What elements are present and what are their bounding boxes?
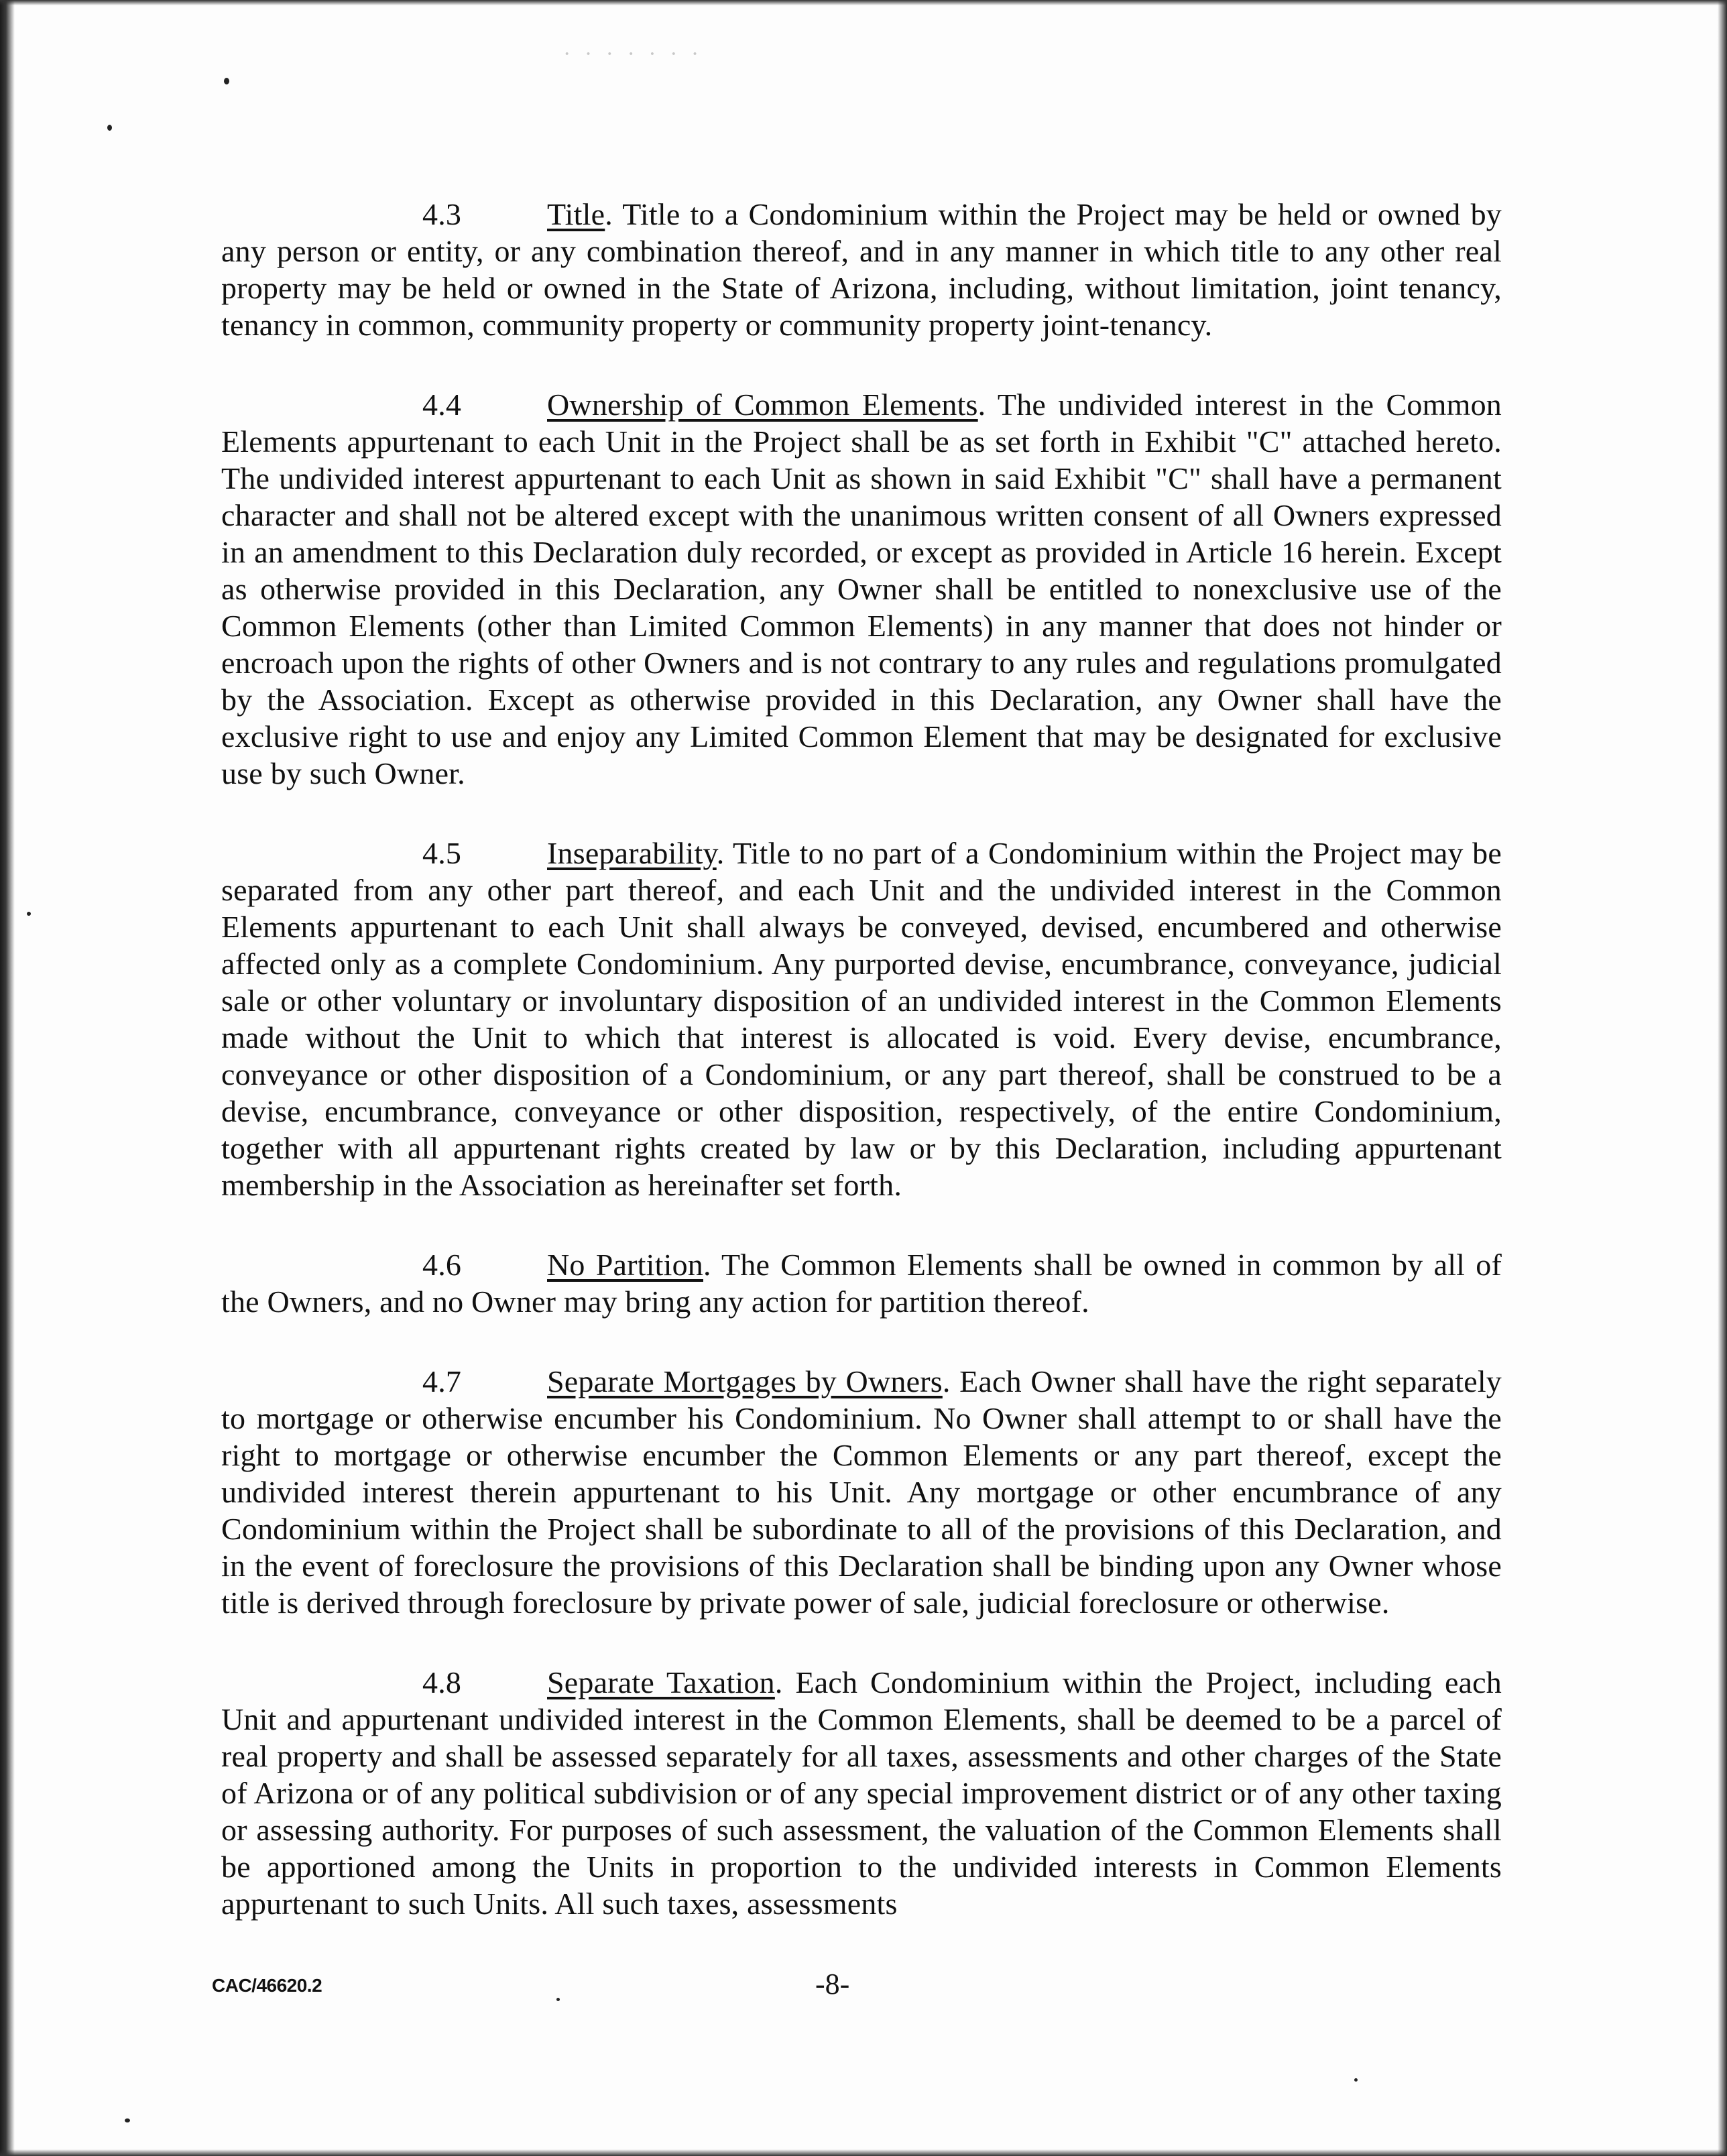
scan-speck [1354,2078,1358,2082]
scan-edge-top [0,0,1727,5]
section-4-8 [221,1664,1502,1922]
section-number: 4.5 [422,836,462,870]
page-number: -8- [815,1968,850,2000]
section-body: . Each Condominium within the Project, including each Unit and appurtenant undivided interest in the Common Elements, shall be deemed to be a parcel of real property and shall be assessed separately for all taxes, assessments and other charges of the State of Arizona or of any political subdivision or of any special improvement district or of any other taxing or assessing authority. For purposes of such assessment, the valuation of the Common Elements shall be apportioned among the Units in proportion to the undivided interests in Common Elements appurtenant to such Units. All such taxes, assessments [221,1665,1502,1921]
section-heading: Separate Taxation [547,1665,775,1699]
scan-speck [27,912,31,916]
scan-edge-left [0,0,15,2156]
section-4-7 [221,1363,1502,1621]
section-body: . Title to a Condominium within the Project may be held or owned by any person or entity, or any combination thereof, and in any manner in which title to any other real property may be held or owned in the State of Arizona, including, without limitation, joint tenancy, tenancy in common, community property or community property joint-tenancy. [221,197,1502,342]
section-4-4 [221,386,1502,792]
section-body: . Each Owner shall have the right separately to mortgage or otherwise encumber his Condominium. No Owner shall attempt to or shall have the right to mortgage or otherwise encumber the Common Elements or any part thereof, except the undivided interest therein appurtenant to his Unit. Any mortgage or other encumbrance of any Condominium within the Project shall be subordinate to all of the provisions of this Declaration, and in the event of foreclosure the provisions of this Declaration shall be binding upon any Owner whose title is derived through foreclosure by private power of sale, judicial foreclosure or otherwise. [221,1364,1502,1620]
scan-speck [125,2118,130,2122]
section-4-5 [221,835,1502,1203]
scan-edge-right [1718,0,1727,2156]
section-number: 4.7 [422,1364,462,1398]
faint-header-stamp: · · · · · · · [563,42,703,66]
section-number: 4.4 [422,387,462,422]
section-number: 4.8 [422,1665,462,1699]
section-heading: Inseparability [547,836,717,870]
section-heading: Ownership of Common Elements [547,387,978,422]
section-heading: Title [547,197,605,231]
document-code: CAC/46620.2 [212,1975,322,1996]
scan-speck [107,125,112,131]
section-number: 4.3 [422,197,462,231]
section-body: . The Common Elements shall be owned in common by all of the Owners, and no Owner may bring any action for partition thereof. [221,1248,1502,1319]
section-body: . The undivided interest in the Common Elements appurtenant to each Unit in the Project shall be as set forth in Exhibit "C" attached hereto. The undivided interest appurtenant to each Unit as shown in said Exhibit "C" shall have a permanent character and shall not be altered except with the unanimous written consent of all Owners expressed in an amendment to this Declaration duly recorded, or except as provided in Article 16 herein. Except as otherwise provided in this Declaration, any Owner shall be entitled to nonexclusive use of the Common Elements (other than Limited Common Elements) in any manner that does not hinder or encroach upon the rights of other Owners and is not contrary to any rules and regulations promulgated by the Association. Except as otherwise provided in this Declaration, any Owner shall have the exclusive right to use and enjoy any Limited Common Element that may be designated for exclusive use by such Owner. [221,387,1502,790]
section-4-3 [221,196,1502,343]
section-heading: Separate Mortgages by Owners [547,1364,943,1398]
section-4-6 [221,1246,1502,1320]
section-body: . Title to no part of a Condominium within the Project may be separated from any other part thereof, and each Unit and the undivided interest in the Common Elements appurtenant to each Unit shall always be conveyed, devised, encumbered and otherwise affected only as a complete Condominium. Any purported devise, encumbrance, conveyance, judicial sale or other voluntary or involuntary disposition of an undivided interest in the Common Elements made without the Unit to which that interest is allocated is void. Every devise, encumbrance, conveyance or other disposition of a Condominium, or any part thereof, shall be construed to be a devise, encumbrance, conveyance or other disposition, respectively, of the entire Condominium, together with all appurtenant rights created by law or by this Declaration, including appurtenant membership in the Association as hereinafter set forth. [221,836,1502,1202]
section-heading: No Partition [547,1248,703,1282]
scan-edge-bottom [0,2149,1727,2156]
scan-speck [224,78,229,84]
scan-speck [556,1998,560,2001]
section-number: 4.6 [422,1248,462,1282]
document-body [221,196,1502,1965]
